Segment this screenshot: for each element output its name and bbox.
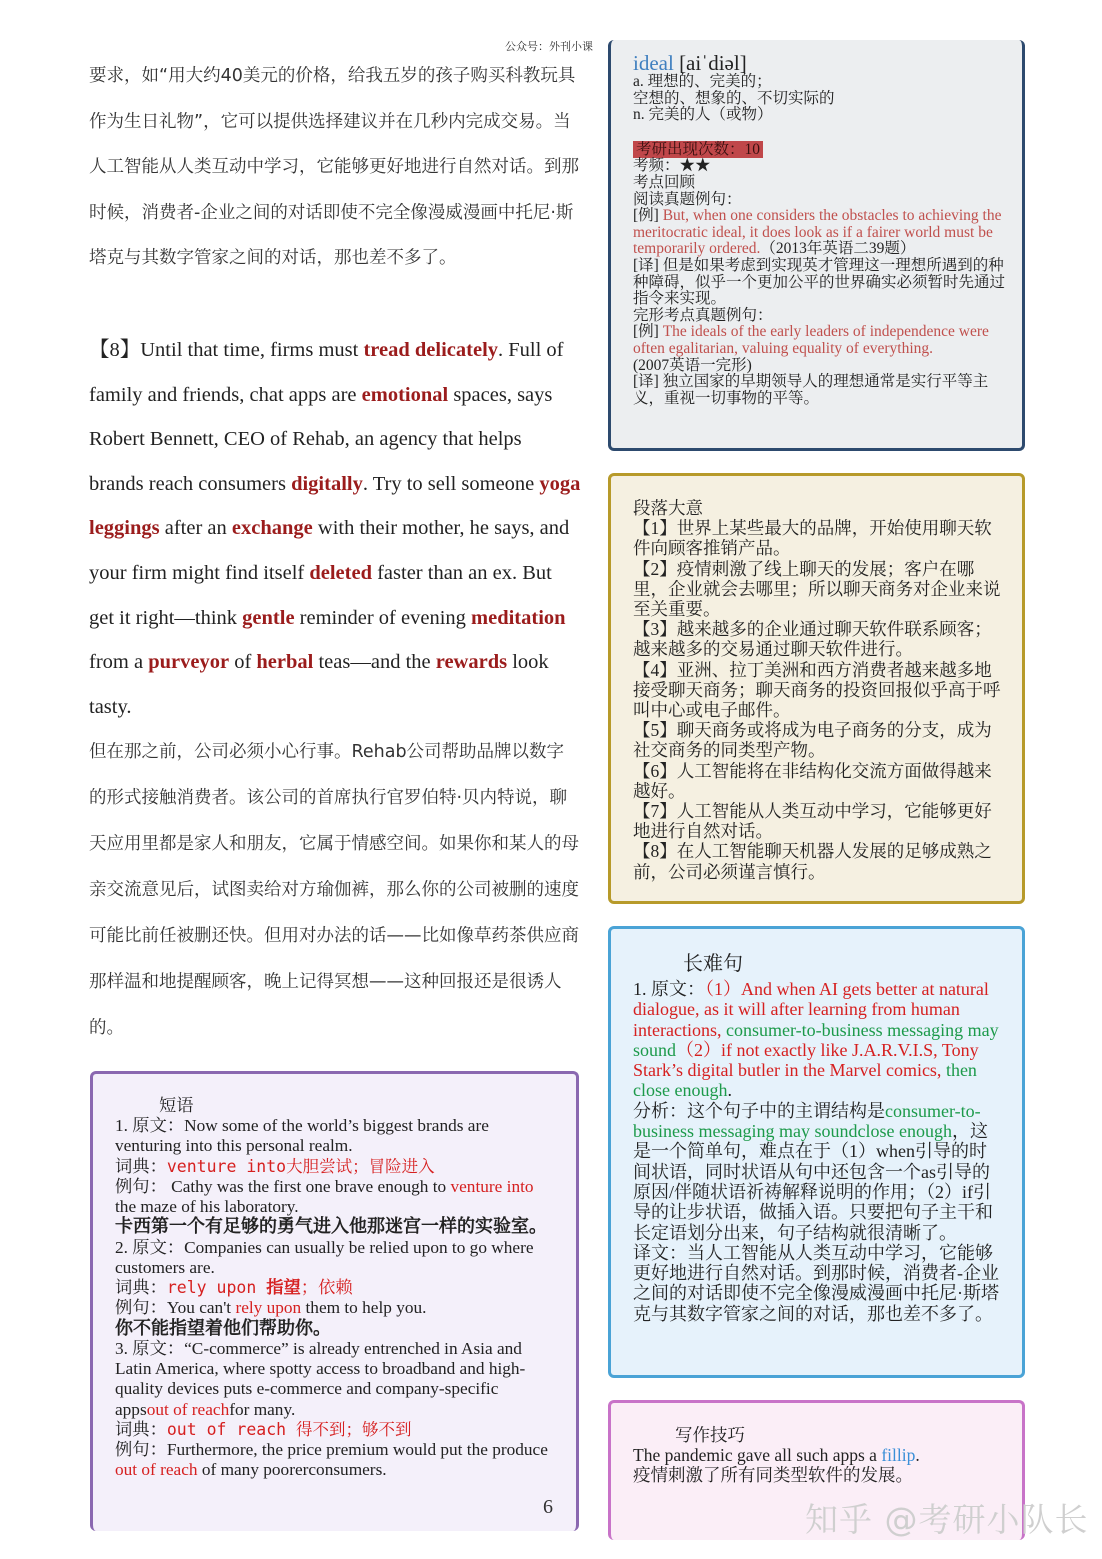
analysis-label: 分析：这个句子中的主谓结构是	[633, 1100, 885, 1121]
example-label: 例句：	[115, 1298, 167, 1318]
example-text: of many poorerconsumers.	[197, 1460, 387, 1480]
example-text: the maze of his laboratory.	[115, 1197, 299, 1217]
vocab-card	[608, 40, 1025, 451]
example-label: [例]	[633, 207, 663, 225]
long-sentence-box	[608, 926, 1025, 1378]
sentence-end: .	[727, 1080, 732, 1101]
phrase-original: 1. 原文：Now some of the world’s biggest brands are venturing into this personal realm.	[115, 1116, 489, 1156]
dict-label: 词典：	[115, 1278, 167, 1298]
example-label: 例句：	[115, 1176, 167, 1196]
example-text: You can't	[166, 1298, 236, 1318]
example-key: rely upon	[235, 1298, 302, 1318]
writing-translation: 疫情刺激了所有同类型软件的发展。	[633, 1465, 913, 1485]
vocab-def: 空想的、想象的、不切实际的	[633, 89, 835, 107]
example-translation: 卡西第一个有足够的勇气进入他那迷宫一样的实验室。	[115, 1216, 547, 1238]
summary-item: 【4】亚洲、拉丁美洲和西方消费者越来越多地接受聊天商务；聊天商务的投资回报似乎高于呼叫中心或电子邮件。	[633, 659, 1001, 721]
example-source: (2007英语一完形)	[633, 356, 752, 374]
example-translation: [译] 但是如果考虑到实现英才管理这一理想所遇到的种种障碍，似乎一个更加公平的世界确实必须暂时先通过指令来实现。	[633, 256, 1006, 308]
writing-text: .	[915, 1445, 920, 1465]
para8-text: . Try to sell someone	[362, 472, 540, 495]
summary-item: 【8】在人工智能聊天机器人发展的足够成熟之前，公司必须谨言慎行。	[633, 841, 992, 882]
para8-text: of	[229, 651, 257, 674]
keyword: emotional	[361, 383, 449, 406]
phrases-title: 短语	[159, 1096, 194, 1115]
review-label: 考点回顾	[633, 173, 696, 191]
reading-title: 阅读真题例句：	[633, 190, 742, 208]
para8-text: teas—and the	[313, 651, 436, 674]
keyword: herbal	[256, 651, 314, 674]
example-translation: [译] 独立国家的早期领导人的理想通常是实行平等主义，重视一切事物的平等。	[633, 373, 989, 407]
vocab-def: n. 完美的人（或物）	[633, 106, 773, 124]
summary-item: 【7】人工智能从人类互动中学习，它能够更好地进行自然对话。	[633, 801, 992, 842]
para8-text: from a	[89, 651, 149, 674]
sentence-part: （2）if not exactly like J.A.R.V.I.S, Tony Stark’s digital butler in the Marvel comics,	[633, 1039, 979, 1081]
example-source: （2013年英语二39题）	[760, 240, 916, 258]
summary-item: 【5】聊天商务或将成为电子商务的分支，成为社交商务的同类型产物。	[633, 720, 992, 761]
summary-item: 【2】疫情刺激了线上聊天的发展；客户在哪里，企业就会去哪里；所以聊天商务对企业来说至关重要。	[633, 558, 1001, 620]
phrase-dict-key: 指望	[266, 1278, 301, 1298]
exam-count-badge: 考研出现次数：10	[633, 141, 763, 158]
paragraph-8-english	[89, 328, 581, 729]
page-number: 6	[543, 1496, 553, 1518]
paragraph-8-translation: 但在那之前，公司必须小心行事。Rehab公司帮助品牌以数字的形式接触消费者。该公司的首席执行官罗伯特·贝内特说，聊天应用里都是家人和朋友，它属于情感空间。如果你和某人的母亲交流意见后，试图卖给对方瑜伽裤，那么你的公司被删的速度可能比前任被删还快。但用对办法的话——比如像草药茶供应商那样温和地提醒顾客，晚上记得冥想——这种回报还是很诱人的。	[89, 742, 579, 1038]
para8-text: reminder of evening	[294, 606, 472, 629]
keyword: gentle	[242, 606, 295, 629]
writing-keyword: fillip	[881, 1445, 916, 1465]
para8-text: 【8】Until that time, firms must	[89, 339, 364, 361]
example-label: [例]	[633, 323, 663, 341]
dict-label: 词典：	[115, 1419, 167, 1439]
original-label: 1. 原文：	[633, 979, 705, 999]
keyword: rewards	[435, 651, 508, 674]
phrase-dict: out of reach 得不到；够不到	[166, 1419, 412, 1439]
example-key: venture into	[450, 1176, 534, 1196]
vocab-word: ideal	[633, 51, 674, 75]
long-sentence-title: 长难句	[683, 953, 743, 975]
para8-text: look tasty.	[89, 651, 549, 718]
keyword: exchange	[231, 517, 313, 540]
phrase-original: 3. 原文：“C-commerce” is already entrenched in Asia and Latin America, where spotty access to broadband and high-quality devices puts e-commerce and company-specific apps	[115, 1339, 526, 1419]
para8-text: after an	[159, 517, 232, 540]
keyword: yoga leggings	[89, 472, 581, 540]
exam-frequency: 考频：★★	[633, 157, 711, 175]
example-sentence: The ideals of the early leaders of independence were often egalitarian, valuing equality of everything.	[633, 323, 989, 357]
sentence-trunk: then close enough	[633, 1060, 977, 1101]
example-text: Furthermore, the price premium would put the produce	[166, 1440, 548, 1460]
source-label: 公众号：外刊小课	[505, 40, 593, 53]
example-translation: 你不能指望着他们帮助你。	[115, 1317, 331, 1339]
phrase-key: out of reach	[146, 1399, 230, 1419]
cloze-title: 完形考点真题例句：	[633, 306, 773, 324]
summary-item: 【1】世界上某些最大的品牌，开始使用聊天软件向顾客推销产品。	[633, 518, 992, 559]
example-key: out of reach	[115, 1460, 198, 1480]
dict-label: 词典：	[115, 1156, 167, 1176]
example-text: Cathy was the first one brave enough to	[166, 1176, 451, 1196]
para8-text: with their mother, he says, and your firm might find itself	[89, 517, 570, 584]
phrases-box	[90, 1071, 579, 1531]
watermark: 知乎 @考研小队长	[805, 1500, 1089, 1539]
sentence-part: （1）And when AI gets better at natural dialogue, as it will after learning from human interactions,	[633, 979, 989, 1040]
paragraph-summary-box	[608, 473, 1025, 904]
translation-text: 译文：当人工智能从人类互动中学习，它能够更好地进行自然对话。到那时候，消费者-企业之间的对话即使不完全像漫威漫画中托尼·斯塔克与其数字管家之间的对话，那也差不多了。	[633, 1242, 999, 1324]
phrase-dict: rely upon	[166, 1278, 267, 1298]
para8-text: faster than an ex. But get it right—think	[89, 561, 552, 629]
keyword: digitally	[291, 472, 363, 495]
summary-item: 【3】越来越多的企业通过聊天软件联系顾客；越来越多的交易通过聊天软件进行。	[633, 619, 992, 660]
summary-title: 段落大意	[633, 498, 703, 518]
example-text: them to help you.	[301, 1298, 427, 1318]
example-label: 例句：	[115, 1440, 167, 1460]
writing-title: 写作技巧	[675, 1425, 745, 1445]
summary-item: 【6】人工智能将在非结构化交流方面做得越来越好。	[633, 760, 992, 801]
sentence-trunk: consumer-to-business messaging may sound	[633, 1019, 999, 1060]
example-sentence: But, when one considers the obstacles to achieving the meritocratic ideal, it does look as if a fairer world must be temporarily ordered.	[633, 207, 1002, 258]
phrase-original: for many.	[229, 1399, 296, 1419]
phrase-dict: venture into大胆尝试；冒险进入	[166, 1156, 435, 1176]
keyword: deleted	[309, 561, 372, 584]
phrase-dict: ；依赖	[300, 1278, 353, 1298]
keyword: tread delicately	[363, 339, 499, 361]
vocab-def: a. 理想的、完美的；	[633, 73, 772, 90]
phrase-original: 2. 原文：Companies can usually be relied upon to go where customers are.	[115, 1237, 534, 1277]
para8-text: spaces, says Robert Bennett, CEO of Rehab, an agency that helps brands reach consumers	[89, 383, 553, 495]
vocab-phonetic: [aiˈdiəl]	[679, 51, 747, 75]
para8-text: . Full of family and friends, chat apps are	[89, 339, 564, 406]
analysis-trunk: consumer-to-business messaging may soundclose enough	[633, 1100, 981, 1142]
keyword: meditation	[471, 606, 566, 629]
keyword: purveyor	[148, 651, 230, 674]
analysis-text: ，这是一个简单句，难点在于（1）when引导的时间状语，同时状语从句中还包含一个as引导的原因/伴随状语祈祷解释说明的作用；（2）if引导的让步状语，做插入语。只要把句子主干和长定语划分出来，句子结构就很清晰了。	[633, 1121, 993, 1243]
translation-top: 要求，如“用大约40美元的价格，给我五岁的孩子购买科教玩具作为生日礼物”，它可以提供选择建议并在几秒内完成交易。当人工智能从人类互动中学习，它能够更好地进行自然对话。到那时候，消费者-企业之间的对话即使不完全像漫威漫画中托尼·斯塔克与其数字管家之间的对话，那也差不多了。	[89, 66, 579, 268]
writing-text: The pandemic gave all such apps a	[633, 1445, 882, 1465]
